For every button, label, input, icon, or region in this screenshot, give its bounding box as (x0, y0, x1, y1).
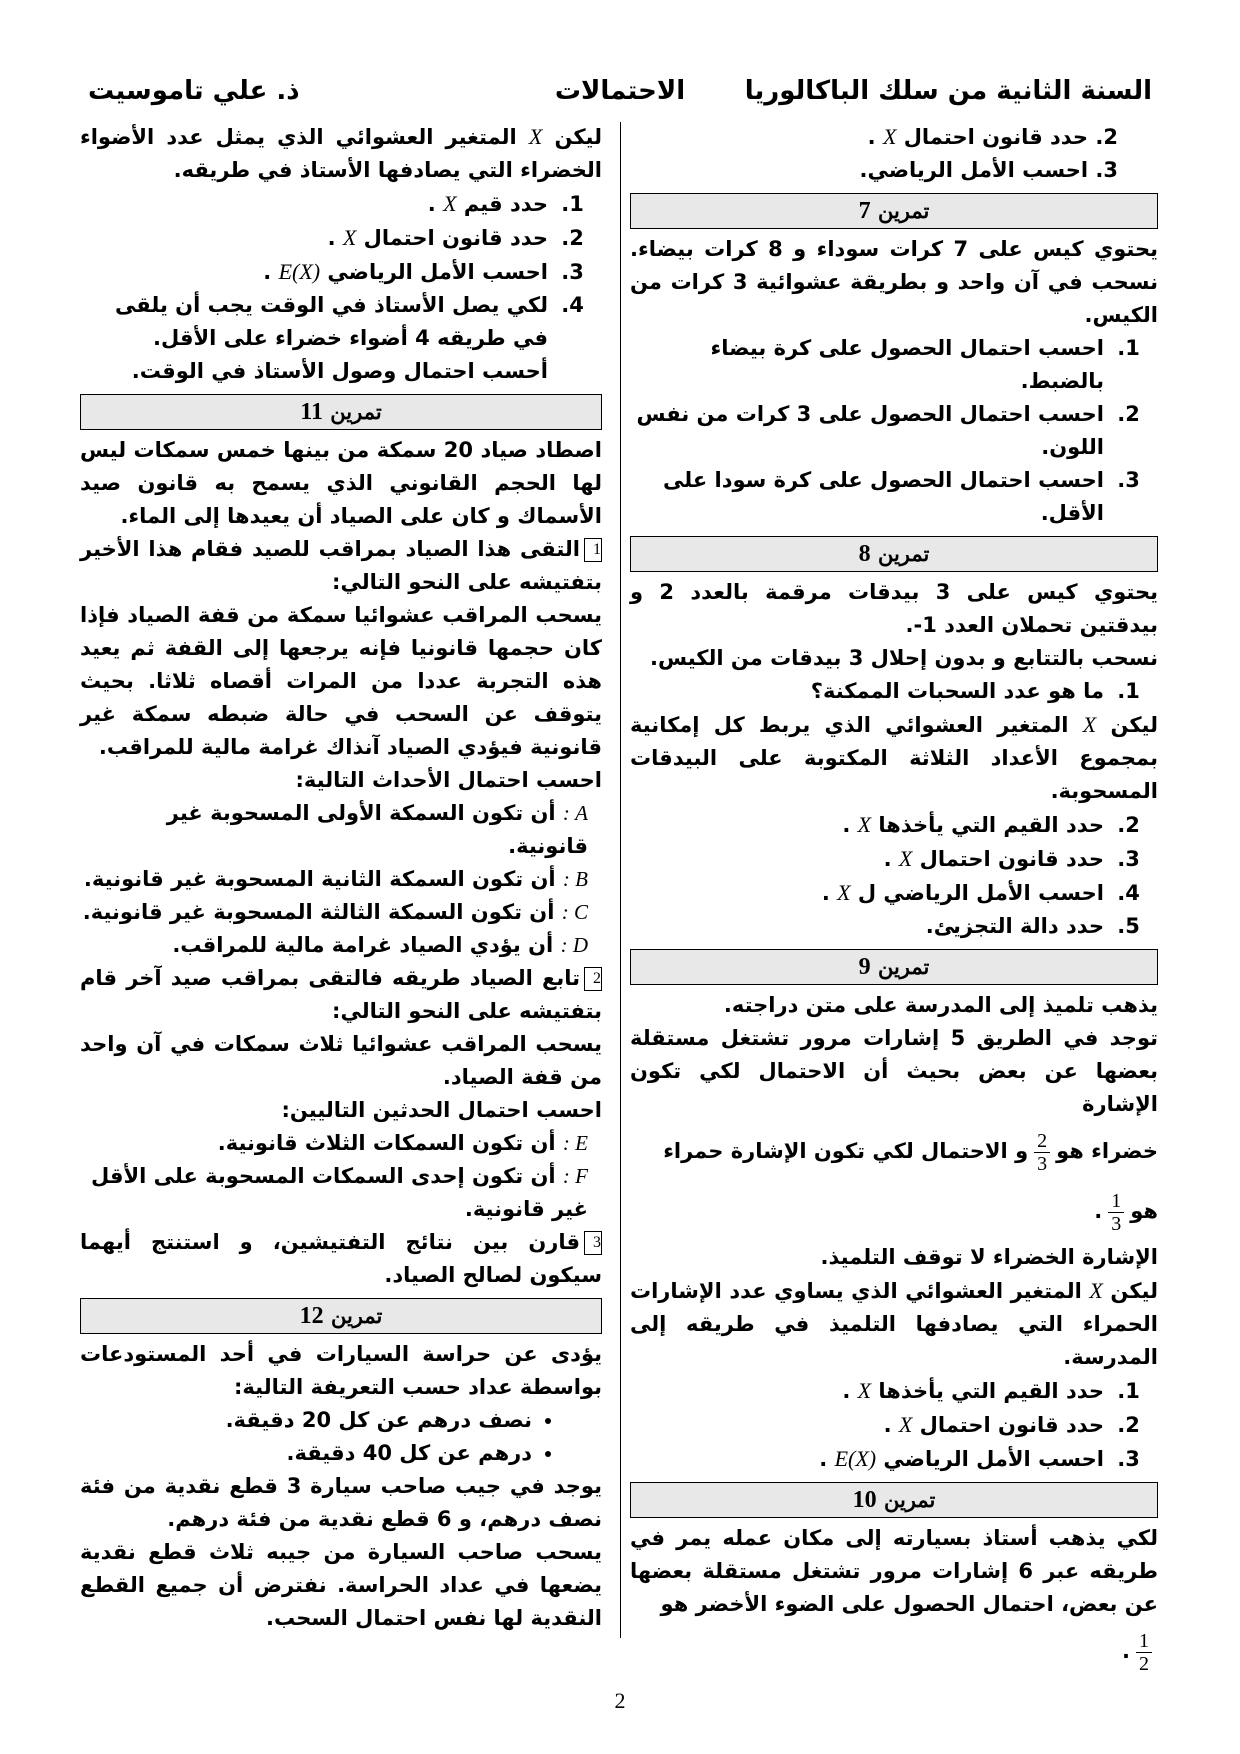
variable: X (837, 880, 851, 905)
list-item: 2. حدد قانون احتمال X . (80, 221, 554, 255)
event-label: E : (562, 1131, 588, 1155)
exercise-8-heading (630, 536, 1158, 572)
variable: X (857, 812, 872, 837)
ex12-p1: يؤدى عن حراسة السيارات في أحد المستودعات بواسطة عداد حسب التعريفة التالية: (80, 1342, 602, 1399)
ex10-fraction-line: $\frac{1}{2}$ . (630, 1621, 1158, 1681)
ex11-part3 (80, 1226, 602, 1292)
exercise-label: تمرين (877, 954, 930, 979)
event-label: A : (562, 801, 588, 825)
part-number-box: 2 (584, 967, 602, 991)
ex8-intro2: نسحب بالتتابع و بدون إحلال 3 بيدقات من الكيس. (650, 646, 1158, 670)
item-end: . (867, 125, 876, 149)
exercise-label: تمرين (330, 1303, 383, 1328)
ex12-p3: يسحب صاحب السيارة من جيبه ثلاث قطع نقدية يضعها في عداد الحراسة. نفترض أن جميع القطع النقدية لها نفس احتمال السحب. (80, 1540, 602, 1630)
ex11-p3: يسحب المراقب عشوائيا سمكة من قفة الصياد فإذا كان حجمها قانونيا فإنه يرجعها إلى القفة ثم يعيد هذه التجربة عددا من المرات أقصاه ثلاثا. بحيث يتوقف عن السحب في حالة ضبطه سمكة غير قانونية فيؤدي الصياد آنذاك غرامة مالية للمراقب. (80, 603, 602, 759)
ex9-p2: توجد في الطريق 5 إشارات مرور تشتغل مستقلة بعضها عن بعض بحيث أن الاحتمال لكي تكون الإشارة (630, 1026, 1158, 1116)
ex11-events2 (80, 1127, 602, 1226)
text: أن تكون السمكات الثلاث قانونية. (217, 1131, 556, 1155)
ex6-continued-list (630, 120, 1158, 187)
list-item: • درهم عن كل 40 دقيقة. (80, 1437, 532, 1470)
denominator: 3 (1111, 1212, 1122, 1235)
ex9-questions (630, 1374, 1158, 1476)
text: احسب الأمل الرياضي ل (857, 881, 1104, 905)
exercise-label: تمرين (877, 541, 930, 566)
list-item: 3. حدد قانون احتمال X . (630, 842, 1110, 876)
ex8-questions (630, 808, 1158, 943)
text: ليكن (1110, 1279, 1158, 1303)
exercise-number: 8 (858, 541, 871, 567)
item-number: 2. (1095, 125, 1118, 149)
text: حدد القيم التي يأخذها (878, 1379, 1104, 1403)
ex7-questions (630, 332, 1158, 530)
text: أحسب احتمال وصول الأستاذ في الوقت. (131, 359, 548, 383)
list-item: • نصف درهم عن كل 20 دقيقة. (80, 1404, 532, 1437)
list-item: 1. احسب احتمال الحصول على كرة بيضاء بالضبط. (630, 332, 1110, 398)
list-item: 2. حدد القيم التي يأخذها X . (630, 808, 1110, 842)
list-item: 2. حدد قانون احتمال X . (630, 1408, 1110, 1442)
list-item (80, 896, 588, 929)
text: ليكن (1110, 713, 1159, 737)
list-item: 1. حدد القيم التي يأخذها X . (630, 1374, 1110, 1408)
exercise-label: تمرين (883, 1487, 936, 1512)
numerator: 2 (1034, 1130, 1050, 1153)
exercise-12-heading (80, 1298, 602, 1334)
event-label: B : (562, 867, 588, 891)
ex12-p2: يوجد في جيب صاحب سيارة 3 قطع نقدية من فئة نصف درهم، و 6 قطع نقدية من فئة درهم. (80, 1474, 602, 1531)
variable: X (898, 846, 913, 871)
text: أن تكون إحدى السمكات المسحوبة على الأقل غير قانونية. (91, 1164, 588, 1221)
event-label: C : (561, 900, 588, 924)
exercise-7-heading (630, 193, 1158, 229)
exercise-11-heading (80, 394, 602, 430)
variable: X (882, 124, 897, 149)
ex11-part2 (80, 962, 602, 1028)
text: أن تكون السمكة الثانية المسحوبة غير قانونية. (83, 867, 556, 891)
ex9-variable-def (630, 1274, 1158, 1374)
ex11-p4: احسب احتمال الأحداث التالية: (295, 768, 602, 792)
text: المتغير العشوائي الذي يساوي عدد الإشارات الحمراء التي يصادفها التلميذ في طريقه إلى المدرسة. (630, 1279, 1158, 1369)
variable: X (898, 1412, 913, 1437)
expectation: E(X) (834, 1446, 877, 1471)
text: خضراء هو (1056, 1139, 1158, 1163)
ex9-p3 (630, 1121, 1158, 1181)
list-item (630, 120, 1124, 154)
text: حدد القيم التي يأخذها (878, 813, 1104, 837)
list-item (80, 289, 554, 388)
text: حدد قيم (463, 192, 548, 216)
part-number-box: 1 (584, 538, 602, 562)
ex11-part1 (80, 533, 602, 599)
list-item: 3. احسب احتمال الحصول على كرة سودا على الأقل. (630, 464, 1110, 530)
exercise-number: 11 (300, 399, 323, 425)
ex9-p5: الإشارة الخضراء لا توقف التلميذ. (820, 1245, 1158, 1269)
variable: X (342, 225, 357, 250)
text: أن تكون السمكة الأولى المسحوبة غير قانونية. (166, 801, 588, 858)
list-item: 3. احسب الأمل الرياضي E(X) . (630, 1442, 1110, 1476)
item-number: 3. (1095, 158, 1118, 182)
right-column (630, 120, 1159, 1675)
text: تابع الصياد طريقه فالتقى بمراقب صيد آخر قام بتفتيشه على النحو التالي: (80, 966, 602, 1023)
variable: X (1082, 712, 1097, 737)
fraction (1108, 1190, 1124, 1235)
text: قارن بين نتائج التفتيشين، و استنتج أيهما سيكون لصالح الصياد. (80, 1230, 602, 1287)
text: حدد قانون احتمال (919, 847, 1104, 871)
page-number: 2 (614, 1688, 626, 1713)
text: المتغير العشوائي الذي يربط كل إمكانية بمجموع الأعداد الثلاثة المكتوبة على البيدقات المسحوبة. (630, 713, 1158, 803)
list-item: 5. حدد دالة التجزيئ. (630, 910, 1110, 943)
fraction (1136, 1630, 1152, 1675)
list-item (80, 929, 588, 962)
part-number-box: 3 (584, 1231, 602, 1255)
text: ليكن (554, 125, 603, 149)
exercise-9-heading (630, 949, 1158, 985)
numerator: 1 (1108, 1190, 1124, 1213)
text: احسب الأمل الرياضي (883, 1447, 1104, 1471)
list-item: 1. حدد قيم X . (80, 187, 554, 221)
denominator: 2 (1139, 1652, 1149, 1675)
numerator: 1 (1136, 1630, 1152, 1653)
text: لكي يصل الأستاذ في الوقت يجب أن يلقى في طريقه 4 أضواء خضراء على الأقل. (115, 293, 548, 350)
text: التقى هذا الصياد بمراقب للصيد فقام هذا الأخير بتفتيشه على النحو التالي: (80, 537, 602, 594)
variable: X (1089, 1278, 1103, 1303)
text: لكي يذهب أستاذ بسيارته إلى مكان عمله يمر في طريقه عبر 6 إشارات مرور تشتغل مستقلة بعضها عن بعض، احتمال الحصول على الضوء الأخضر هو (630, 1526, 1159, 1616)
exercise-label: تمرين (877, 198, 930, 223)
fraction (1034, 1130, 1050, 1175)
ex8-intro: يحتوي كيس على 3 بيدقات مرقمة بالعدد 2 و بيدقتين تحملان العدد 1-. (630, 580, 1158, 637)
ex9-p1: يذهب تلميذ إلى المدرسة على متن دراجته. (723, 993, 1158, 1017)
text: حدد قانون احتمال (919, 1413, 1104, 1437)
list-item: 3. احسب الأمل الرياضي E(X) . (80, 255, 554, 289)
header-level-title: السنة الثانية من سلك الباكالوريا (744, 76, 1152, 106)
denominator: 3 (1037, 1152, 1048, 1175)
ex11-events (80, 797, 602, 962)
list-item (80, 863, 588, 896)
list-item (80, 1127, 588, 1160)
ex8-variable-def (630, 708, 1158, 808)
list-item (80, 797, 588, 863)
exercise-number: 12 (299, 1303, 324, 1329)
variable: X (528, 124, 543, 149)
page-header (88, 76, 1152, 116)
text: احسب الأمل الرياضي (327, 260, 548, 284)
exercise-label: تمرين (330, 399, 382, 424)
text: حدد قانون احتمال (363, 226, 548, 250)
list-item: 2. احسب احتمال الحصول على 3 كرات من نفس اللون. (630, 398, 1110, 464)
list-item: 1. ما هو عدد السحبات الممكنة؟ (630, 675, 1110, 708)
ex9-p4: هو $\frac{1}{3}$ . (1094, 1189, 1158, 1235)
header-author: ذ. علي تاموسيت (88, 76, 300, 106)
ex10-questions (80, 187, 602, 388)
text: و الاحتمال لكي تكون الإشارة حمراء (663, 1139, 1029, 1163)
event-label: D : (560, 933, 588, 957)
list-item (630, 154, 1124, 187)
exercise-number: 9 (858, 954, 871, 980)
ex7-intro: يحتوي كيس على 7 كرات سوداء و 8 كرات بيضاء. نسحب في آن واحد و بطريقة عشوائية 3 كرات من الكيس. (630, 237, 1158, 327)
ex11-p7: احسب احتمال الحدثين التاليين: (281, 1098, 602, 1122)
ex12-tariffs (80, 1404, 602, 1470)
text: أن يؤدي الصياد غرامة مالية للمراقب. (172, 933, 554, 957)
exercise-number: 7 (858, 198, 871, 224)
variable: X (857, 1378, 872, 1403)
ex11-p6: يسحب المراقب عشوائيا ثلاث سمكات في آن واحد من قفة الصياد. (80, 1032, 602, 1089)
text: هو (1130, 1199, 1158, 1223)
ex10-p1 (630, 1522, 1158, 1621)
exercise-10-heading (630, 1482, 1158, 1518)
list-item: 4. احسب الأمل الرياضي ل X . (630, 876, 1110, 910)
list-item (80, 1160, 588, 1226)
event-label: F : (562, 1164, 588, 1188)
variable: X (443, 191, 457, 216)
item-text: احسب الأمل الرياضي. (859, 158, 1089, 182)
text: المتغير العشوائي الذي يمثل عدد الأضواء الخضراء التي يصادفها الأستاذ في طريقه. (80, 125, 602, 182)
expectation: E(X) (278, 259, 321, 284)
item-text: حدد قانون احتمال (903, 125, 1089, 149)
ex8-q1 (630, 675, 1158, 708)
left-column (80, 120, 602, 1644)
header-subject-title: الاحتمالات (554, 76, 686, 106)
text: أن تكون السمكة الثالثة المسحوبة غير قانونية. (82, 900, 555, 924)
ex11-p1: اصطاد صياد 20 سمكة من بينها خمس سمكات ليس لها الحجم القانوني الذي يسمح به قانون صيد الأسماك و كان على الصياد أن يعيدها إلى الماء. (80, 438, 602, 528)
ex10-variable-def (80, 120, 602, 187)
exercise-number: 10 (852, 1487, 877, 1513)
column-divider (620, 122, 621, 1638)
